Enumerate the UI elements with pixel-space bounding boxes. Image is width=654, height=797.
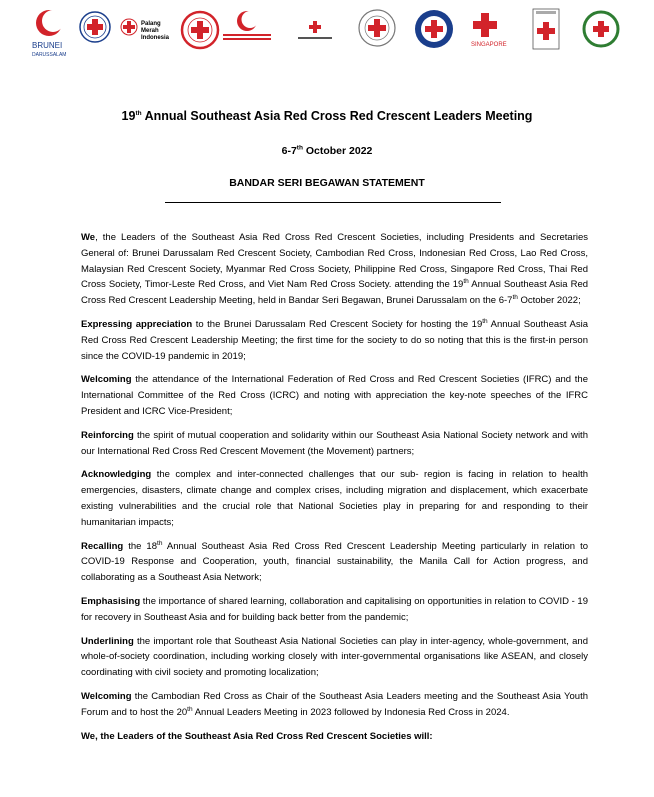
crescent-icon [34,8,64,38]
paragraph-welcoming-ifrc: Welcoming the attendance of the International Federation of Red Cross and Red Crescent Societies (IFRC) and the International Committee of the Red Cross (ICRC) and noting with appreciation the key-note speeches of the IFRC President and ICRC Vice-President; [81,374,588,417]
paragraph-recalling: Recalling the 18th Annual Southeast Asia Red Cross Red Crescent Leadership Meeting particularly in relation to COVID-19 Response and Cooperation, youth, financial sustainability, the Manila Call for Action progress, and collaborating as a Southeast Asia Network; [81,539,588,584]
paragraph-reinforcing: Reinforcing the spirit of mutual cooperation and solidarity within our Southeast Asia National Society network and with our International Red Cross Red Crescent Movement (the Movement) partners; [81,429,588,457]
indonesia-caption-3: Indonesia [141,35,170,41]
red-cross-wreath-icon [582,10,620,48]
singapore-caption: SINGAPORE [471,42,507,48]
philippine-red-cross-logo [357,8,397,48]
paragraph-we-will: We, the Leaders of the Southeast Asia Red Cross Red Crescent Societies will: [81,730,433,742]
statement-body [81,230,588,752]
red-cross-seal-icon [78,10,112,44]
paragraph-acknowledging: Acknowledging the complex and inter-connected challenges that our sub- region is facing in relation to health emergencies, disasters, climate change and complex crises, including migration and displacement, which exacerbate existing vulnerabilities and the crucial role that National Societies play in preparing for and responding to their humanitarian impacts; [81,469,588,528]
thai-red-cross-logo [532,8,560,50]
paragraph-emphasising: Emphasising the importance of shared learning, collaboration and capitalising on opportunities in relation to COVID - 19 for recovery in Southeast Asia and for building back better from the pandemic; [81,595,588,623]
paragraph-underlining: Underlining the important role that Southeast Asia National Societies can play in inter-agency, whole-government, and whole-of-society coordination, including working closely with inter-governmental organisations like ASEAN, and closely coordinating with civil society and promoting localization; [81,635,588,679]
meeting-date: 6-7th October 2022 [281,144,373,157]
red-cross-seal-icon [357,8,397,48]
red-cross-badge-icon [180,10,220,50]
cambodian-red-cross-logo [78,10,112,44]
red-cross-icon [308,20,322,34]
brunei-red-crescent-logo [34,8,64,38]
paragraph-expressing-appreciation: Expressing appreciation to the Brunei Darussalam Red Crescent Society for hosting the 19th Annual Southeast Asia Red Cross Red Crescent Leadership Meeting; the first time for the society to do so noting that this is the first-in person since the COVID-19 pandemic in 2019; [81,317,588,362]
viet-nam-red-cross-logo [582,10,620,48]
logo-bar [0,8,654,66]
crescent-icon [236,10,258,32]
brunei-subcaption: DARUSSALAM [32,52,67,58]
myanmar-text-line [298,37,332,39]
heading-underline [165,202,501,203]
statement-heading: BANDAR SERI BEGAWAN STATEMENT [229,177,425,189]
red-cross-seal-icon [413,8,455,50]
page-title: 19th Annual Southeast Asia Red Cross Red Crescent Leaders Meeting [121,109,533,123]
myanmar-red-cross-logo [308,20,322,34]
paragraph-we: We, the Leaders of the Southeast Asia Red Cross Red Crescent Societies, including Presidents and Secretaries General of: Brunei Darussalam Red Crescent Society, Cambodian Red Cross, Indonesian Red Cross, Lao Red Cross, Malaysian Red Crescent Society, Myanmar Red Cross Society, Philippine Red Cross, Singapore Red Cross, Thai Red Cross Society, Timor-Leste Red Cross, and Viet Nam Red Cross Society. attending the 19th Annual Southeast Asia Red Cross Red Crescent Leadership Meeting, held in Bandar Seri Begawan, Brunei Darussalam on the 6-7th October 2022; [81,232,589,307]
lao-red-cross-logo [180,10,220,50]
malaysia-text-line-1 [223,34,271,36]
malaysia-text-line-2 [223,38,271,40]
paragraph-welcoming-cambodian: Welcoming the Cambodian Red Cross as Chair of the Southeast Asia Leaders meeting and the Southeast Asia Youth Forum and to host the 20th Annual Leaders Meeting in 2023 followed by Indonesia Red Cross in 2024. [81,690,588,718]
indonesia-caption-2: Merah [141,28,159,34]
indonesia-caption-1: Palang [141,21,161,27]
malaysian-red-crescent-logo [236,10,258,32]
red-cross-icon [472,12,498,38]
red-cross-shield-icon [532,8,560,50]
singapore-red-cross-logo [472,12,498,38]
indonesian-red-cross-logo [120,18,138,36]
red-cross-icon [120,18,138,36]
brunei-caption: BRUNEI [32,41,63,50]
timor-leste-red-cross-logo [413,8,455,50]
